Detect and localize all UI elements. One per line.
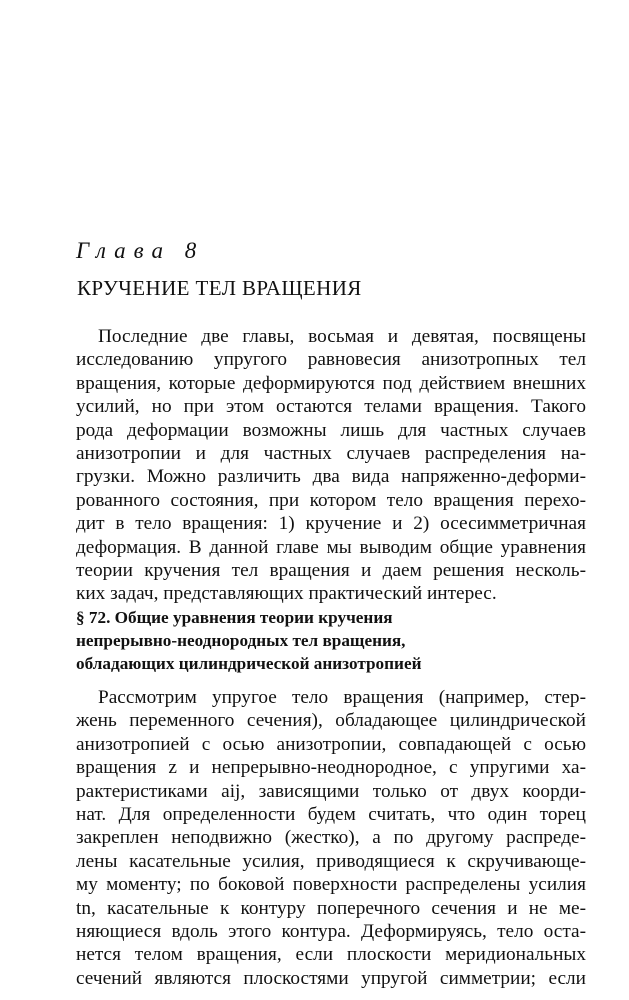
section-heading-line: непрерывно-неоднородных тел вращения,	[76, 631, 406, 650]
intro-line: усилий, но при этом остаются телами вращения. Такого	[76, 396, 586, 418]
chapter-label: Глава 8	[76, 238, 205, 263]
section-heading-line: § 72. Общие уравнения теории кручения	[76, 608, 393, 627]
body-line: Рассмотрим упругое тело вращения (например, стер-	[98, 687, 586, 708]
body-line: анизотропией с осью анизотропии, совпадающей с осью	[76, 733, 586, 755]
intro-line: рода деформации возможны лишь для частных случаев	[76, 419, 586, 441]
intro-line: анизотропии и для частных случаев распределения на-	[76, 442, 586, 464]
body-line: му моменту; по боковой поверхности распределены усилия	[76, 874, 586, 896]
body-line: лены касательные усилия, приводящиеся к скручивающе-	[76, 850, 586, 872]
intro-line: исследованию упругого равновесия анизотропных тел	[76, 349, 586, 371]
body-line: сечений являются плоскостями упругой симметрии; если	[76, 967, 586, 989]
body-line: жень переменного сечения), обладающее цилиндрической	[76, 710, 586, 732]
body-line: tn, касательные к контуру поперечного сечения и не ме-	[76, 897, 586, 919]
intro-line: вращения, которые деформируются под действием внешних	[76, 372, 586, 394]
body-line: нется телом вращения, если плоскости меридиональных	[76, 944, 586, 966]
body-line: закреплен неподвижно (жестко), а по другому распреде-	[76, 827, 586, 849]
intro-line: грузки. Можно различить два вида напряженно-деформи-	[76, 466, 586, 488]
section-heading	[76, 606, 596, 675]
body-line: рактеристиками aij, зависящими только от двух коорди-	[76, 780, 586, 802]
body-line: няющиеся вдоль этого контура. Деформируясь, тело оста-	[76, 920, 586, 942]
chapter-title: КРУЧЕНИЕ ТЕЛ ВРАЩЕНИЯ	[77, 276, 362, 300]
body-line: вращения z и непрерывно-неоднородное, с упругими ха-	[76, 757, 586, 779]
intro-line: Последние две главы, восьмая и девятая, посвящены	[98, 326, 586, 347]
intro-line: ких задач, представляющих практический интерес.	[76, 583, 497, 605]
intro-line: деформация. В данной главе мы выводим общие уравнения	[76, 536, 586, 558]
intro-line: теории кручения тел вращения и даем решения несколь-	[76, 559, 586, 581]
section-body-paragraph	[76, 686, 586, 990]
body-line: нат. Для определенности будем считать, что один торец	[76, 803, 586, 825]
section-heading-line: обладающих цилиндрической анизотропией	[76, 654, 422, 673]
intro-line: дит в тело вращения: 1) кручение и 2) осесимметричная	[76, 513, 586, 535]
intro-line: рованного состояния, при котором тело вращения перехо-	[76, 489, 586, 511]
intro-paragraph	[76, 325, 586, 606]
